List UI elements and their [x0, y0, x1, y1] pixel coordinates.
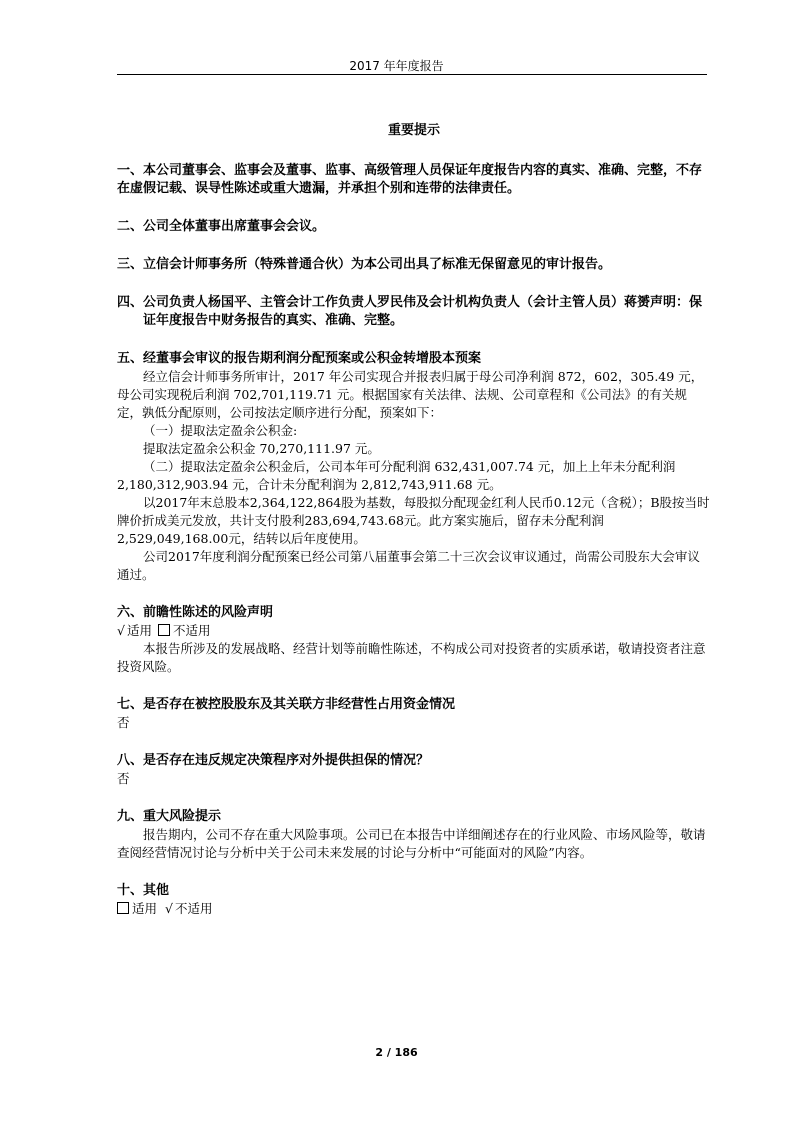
applicable-label: 适用 [132, 901, 158, 916]
section-5-item-1-text: 提取法定盈余公积金 70,270,111.97 元。 [143, 441, 380, 456]
section-5-item-1-label: （一）提取法定盈余公积金: [143, 423, 298, 438]
checkmark-icon: √ [117, 623, 125, 638]
not-applicable-label: 不适用 [172, 623, 211, 638]
section-9-paragraph: 报告期内，公司不存在重大风险事项。公司已在本报告中详细阐述存在的行业风险、市场风险等，敬请查阅经营情况讨论与分析中关于公司未来发展的讨论与分析中“可能面对的风险”内容。 [117, 827, 706, 860]
empty-checkbox-icon [158, 624, 170, 636]
section-9-heading: 九、重大风险提示 [117, 809, 222, 824]
empty-checkbox-icon [117, 902, 129, 914]
section-5 [117, 350, 711, 584]
section-6-heading: 六、前瞻性陈述的风险声明 [117, 605, 274, 620]
applicable-label: 适用 [126, 623, 152, 638]
checkmark-icon: √ [164, 901, 173, 916]
section-10-heading: 十、其他 [117, 883, 170, 898]
section-7-heading: 七、是否存在被控股股东及其关联方非经营性占用资金情况 [117, 697, 456, 712]
section-3-heading: 三、立信会计师事务所（特殊普通合伙）为本公司出具了标准无保留意见的审计报告。 [117, 257, 612, 272]
section-6-paragraph: 本报告所涉及的发展战略、经营计划等前瞻性陈述，不构成公司对投资者的实质承诺，敬请投资者注意投资风险。 [117, 641, 706, 674]
section-7 [117, 696, 711, 732]
document-body [117, 119, 711, 918]
section-9 [117, 808, 711, 862]
section-5-approval-text: 公司2017年度利润分配预案已经公司第八届董事会第二十三次会议审议通过，尚需公司股东大会审议通过。 [117, 549, 700, 582]
section-1-heading: 一、本公司董事会、监事会及董事、监事、高级管理人员保证年度报告内容的真实、准确、完整，不存在虚假记载、误导性陈述或重大遗漏，并承担个别和连带的法律责任。 [117, 163, 703, 196]
section-5-heading: 五、经董事会审议的报告期利润分配预案或公积金转增股本预案 [117, 351, 482, 366]
section-5-item-2-text: （二）提取法定盈余公积金后，公司本年可分配利润 632,431,007.74 元，加上上年未分配利润 2,180,312,903.94 元，合计未分配利润为 2,812,743,911.68 元。 [117, 459, 676, 492]
running-header-title: 2017 年年度报告 [349, 59, 444, 73]
section-8 [117, 752, 711, 788]
page-title: 重要提示 [387, 123, 440, 138]
section-4-heading: 四、公司负责人杨国平、主管会计工作负责人罗民伟及会计机构负责人（会计主管人员）蒋赟声明：保证年度报告中财务报告的真实、准确、完整。 [117, 295, 703, 328]
not-applicable-label: 不适用 [174, 901, 213, 916]
section-10 [117, 882, 711, 918]
section-6-applicability [117, 622, 711, 640]
page-number: 2 / 186 [375, 1046, 418, 1059]
section-2-heading: 二、公司全体董事出席董事会会议。 [117, 219, 326, 234]
section-8-heading: 八、是否存在违反规定决策程序对外提供担保的情况？ [117, 753, 430, 768]
section-10-applicability [117, 900, 711, 918]
section-5-dividend-text: 以2017年末总股本2,364,122,864股为基数，每股拟分配现金红利人民币0.12元（含税）；B股按当时牌价折成美元发放，共计支付股利283,694,743.68元。此方案实施后，留存未分配利润2,529,049,168.00元，结转以后年度使用。 [117, 495, 710, 546]
section-6 [117, 604, 711, 676]
header-rule [117, 74, 707, 75]
section-8-answer: 否 [117, 771, 130, 786]
section-5-paragraph: 经立信会计师事务所审计，2017 年公司实现合并报表归属于母公司净利润 872，602，305.49 元，母公司实现税后利润 702,701,119.71 元。根据国家有关法律、法规、公司章程和《公司法》的有关规定，孰低分配原则，公司按法定顺序进行分配，预案如下： [117, 369, 704, 420]
section-7-answer: 否 [117, 715, 130, 730]
